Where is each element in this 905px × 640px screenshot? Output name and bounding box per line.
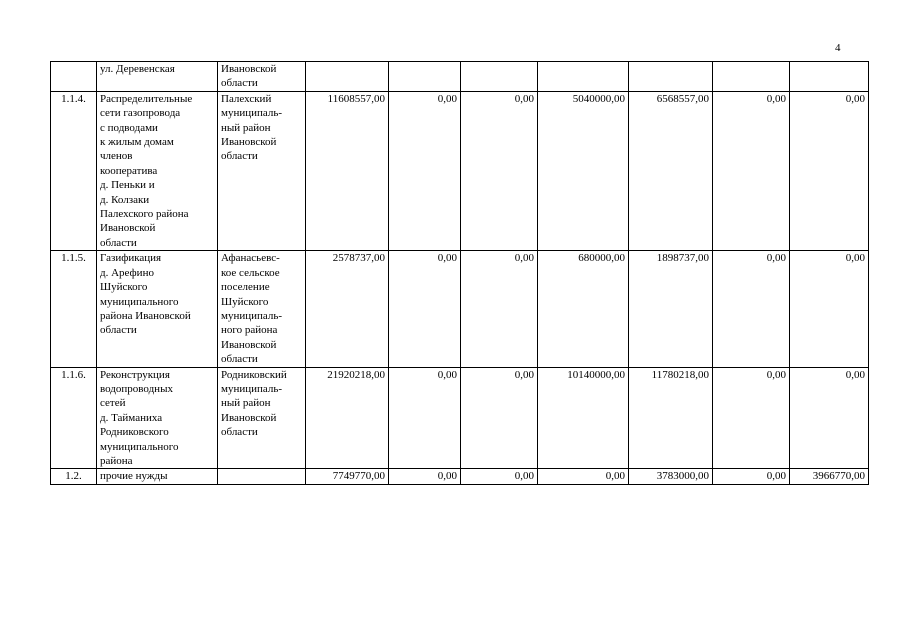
organization-cell: Афанасьевс- кое сельское поселение Шуйского муниципаль- ного района Ивановской области: [218, 251, 306, 367]
table-row: [51, 469, 869, 484]
page-number: 4: [835, 42, 841, 54]
amount-cell: 0,00: [790, 91, 869, 250]
organization-cell: Палехский муниципаль- ный район Ивановской области: [218, 91, 306, 250]
amount-cell: 6568557,00: [629, 91, 713, 250]
amount-cell: 0,00: [461, 251, 538, 367]
table-row: [51, 91, 869, 250]
amount-cell: 11608557,00: [306, 91, 389, 250]
amount-cell: [629, 62, 713, 92]
row-number-cell: 1.1.5.: [51, 251, 97, 367]
amount-cell: 0,00: [713, 251, 790, 367]
row-number-cell: 1.2.: [51, 469, 97, 484]
table-row: [51, 367, 869, 469]
organization-cell: Ивановской области: [218, 62, 306, 92]
object-name-cell: Реконструкция водопроводных сетей д. Тайманиха Родниковского муниципального района: [97, 367, 218, 469]
amount-cell: 0,00: [790, 251, 869, 367]
row-number-cell: [51, 62, 97, 92]
amount-cell: 3783000,00: [629, 469, 713, 484]
amount-cell: 2578737,00: [306, 251, 389, 367]
amount-cell: 21920218,00: [306, 367, 389, 469]
amount-cell: 680000,00: [538, 251, 629, 367]
amount-cell: 0,00: [389, 91, 461, 250]
amount-cell: 0,00: [790, 367, 869, 469]
amount-cell: 0,00: [461, 91, 538, 250]
amount-cell: [713, 62, 790, 92]
organization-cell: Родниковский муниципаль- ный район Ивановской области: [218, 367, 306, 469]
amount-cell: [389, 62, 461, 92]
amount-cell: 0,00: [389, 367, 461, 469]
table-row: [51, 251, 869, 367]
row-number-cell: 1.1.4.: [51, 91, 97, 250]
amount-cell: 0,00: [538, 469, 629, 484]
amount-cell: 0,00: [461, 469, 538, 484]
object-name-cell: Распределительные сети газопровода с подводами к жилым домам членов кооператива д. Пеньки и д. Колзаки Палехского района Ивановской области: [97, 91, 218, 250]
budget-table: [50, 61, 869, 485]
amount-cell: [461, 62, 538, 92]
amount-cell: 3966770,00: [790, 469, 869, 484]
organization-cell: [218, 469, 306, 484]
row-number-cell: 1.1.6.: [51, 367, 97, 469]
amount-cell: [538, 62, 629, 92]
amount-cell: 0,00: [389, 469, 461, 484]
amount-cell: 0,00: [713, 469, 790, 484]
object-name-cell: прочие нужды: [97, 469, 218, 484]
amount-cell: 10140000,00: [538, 367, 629, 469]
amount-cell: 0,00: [713, 367, 790, 469]
amount-cell: 5040000,00: [538, 91, 629, 250]
amount-cell: 0,00: [461, 367, 538, 469]
object-name-cell: ул. Деревенская: [97, 62, 218, 92]
amount-cell: 0,00: [713, 91, 790, 250]
amount-cell: 7749770,00: [306, 469, 389, 484]
amount-cell: 1898737,00: [629, 251, 713, 367]
amount-cell: [306, 62, 389, 92]
table-row: [51, 62, 869, 92]
amount-cell: 0,00: [389, 251, 461, 367]
amount-cell: 11780218,00: [629, 367, 713, 469]
object-name-cell: Газификация д. Арефино Шуйского муниципального района Ивановской области: [97, 251, 218, 367]
amount-cell: [790, 62, 869, 92]
